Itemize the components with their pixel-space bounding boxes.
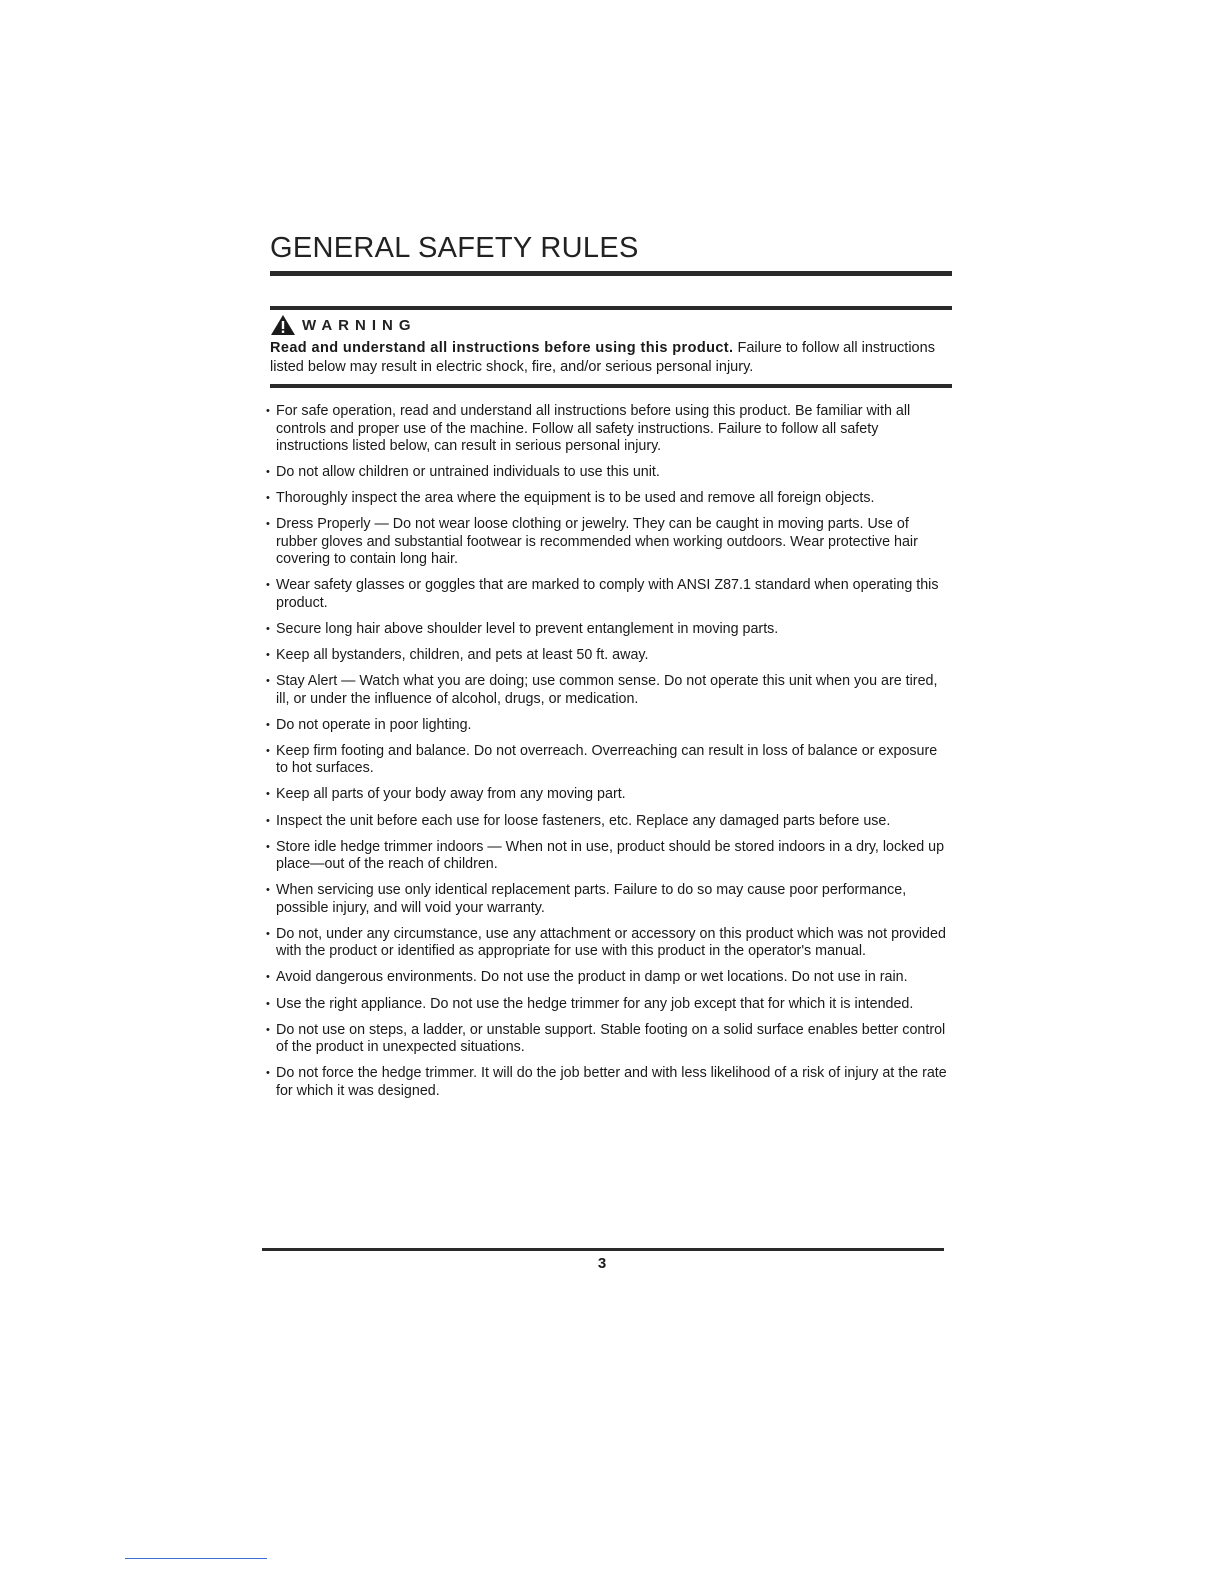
- warning-bold-text: Read and understand all instructions before using this product.: [270, 340, 734, 356]
- scan-edge-line: [125, 1558, 267, 1559]
- list-item: • Keep all bystanders, children, and pets at least 50 ft. away.: [266, 647, 952, 665]
- safety-rules-list: [266, 403, 952, 1109]
- list-item: • Thoroughly inspect the area where the equipment is to be used and remove all foreign objects.: [266, 490, 952, 508]
- warning-top-divider: [270, 306, 952, 310]
- list-item: • Use the right appliance. Do not use the hedge trimmer for any job except that for which it is intended.: [266, 996, 952, 1014]
- warning-body-text: Failure to follow all instructions listed below may result in electric shock, fire, and/or serious personal injury.: [270, 340, 935, 375]
- warning-header: [270, 314, 417, 336]
- list-item: • Store idle hedge trimmer indoors — When not in use, product should be stored indoors in a dry, locked up place—out of the reach of children.: [266, 839, 952, 874]
- list-item: • Do not force the hedge trimmer. It will do the job better and with less likelihood of a risk of injury at the rate for which it was designed.: [266, 1065, 952, 1100]
- list-item: • Dress Properly — Do not wear loose clothing or jewelry. They can be caught in moving parts. Use of rubber gloves and substantial footwear is recommended when working outdoors. Wear protective hair covering to contain long hair.: [266, 516, 952, 569]
- list-item: • Keep firm footing and balance. Do not overreach. Overreaching can result in loss of balance or exposure to hot surfaces.: [266, 743, 952, 778]
- list-item: • For safe operation, read and understand all instructions before using this product. Be familiar with all controls and proper use of the machine. Follow all safety instructions. Failure to follow all safety instructions listed below, can result in serious personal injury.: [266, 403, 952, 456]
- list-item: • Do not allow children or untrained individuals to use this unit.: [266, 464, 952, 482]
- list-item: • Keep all parts of your body away from any moving part.: [266, 786, 952, 804]
- list-item: • Secure long hair above shoulder level to prevent entanglement in moving parts.: [266, 621, 952, 639]
- list-item: • Wear safety glasses or goggles that are marked to comply with ANSI Z87.1 standard when operating this product.: [266, 577, 952, 612]
- page-title: GENERAL SAFETY RULES: [270, 232, 639, 264]
- title-divider: [270, 271, 952, 276]
- footer-divider: [262, 1248, 944, 1251]
- warning-text: [270, 339, 954, 377]
- warning-triangle-icon: [270, 314, 296, 336]
- list-item: • Avoid dangerous environments. Do not use the product in damp or wet locations. Do not use in rain.: [266, 969, 952, 987]
- warning-bottom-divider: [270, 384, 952, 388]
- list-item: • Do not, under any circumstance, use any attachment or accessory on this product which was not provided with the product or identified as appropriate for use with this product in the operator's manual.: [266, 926, 952, 961]
- list-item: • Do not operate in poor lighting.: [266, 717, 952, 735]
- list-item: • Inspect the unit before each use for loose fasteners, etc. Replace any damaged parts before use.: [266, 813, 952, 831]
- list-item: • Stay Alert — Watch what you are doing; use common sense. Do not operate this unit when you are tired, ill, or under the influence of alcohol, drugs, or medication.: [266, 673, 952, 708]
- list-item: • When servicing use only identical replacement parts. Failure to do so may cause poor performance, possible injury, and will void your warranty.: [266, 882, 952, 917]
- page-number: 3: [597, 1255, 607, 1272]
- warning-label: WARNING: [302, 316, 417, 334]
- list-item: • Do not use on steps, a ladder, or unstable support. Stable footing on a solid surface enables better control of the product in unexpected situations.: [266, 1022, 952, 1057]
